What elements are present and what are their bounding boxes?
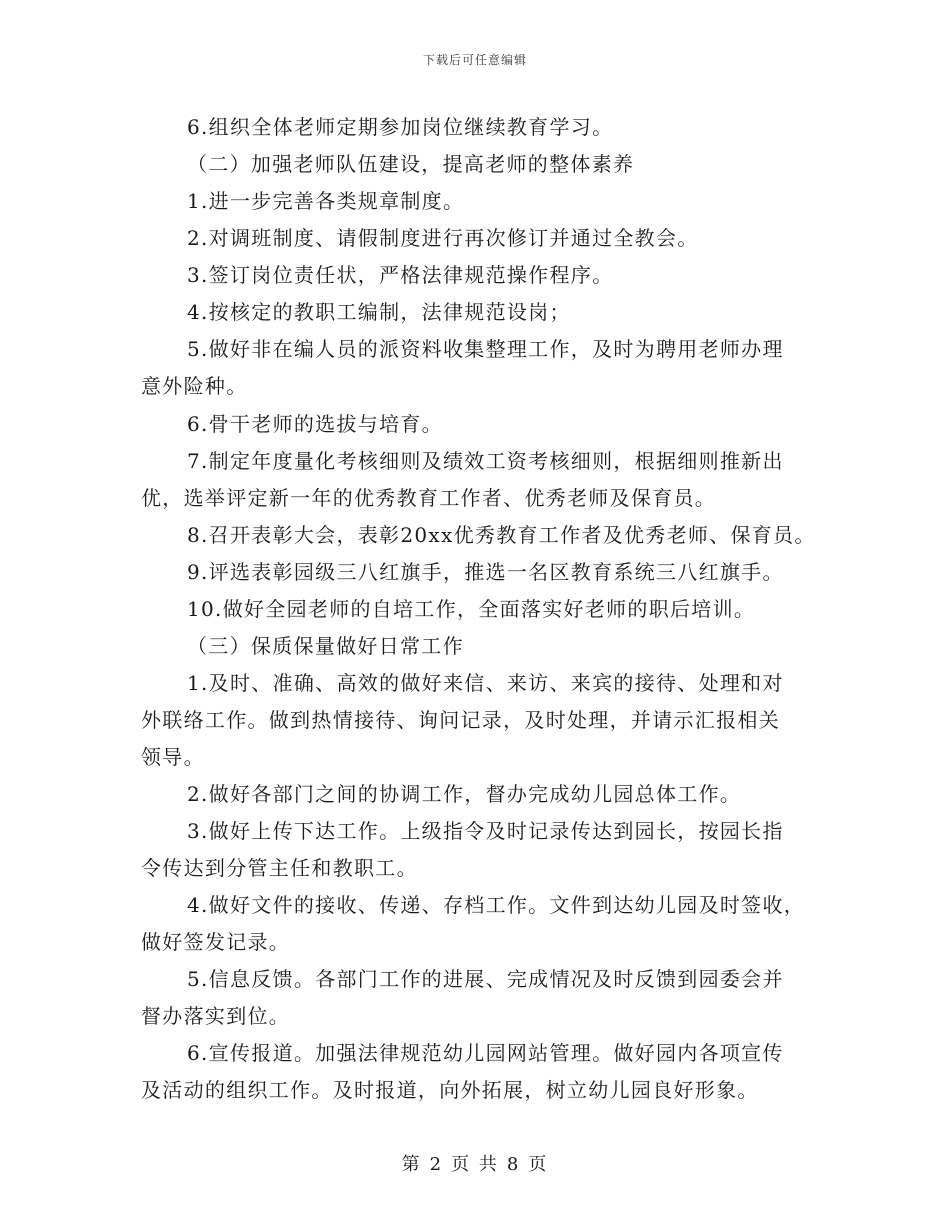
- page-header-note: 下载后可任意编辑: [422, 53, 527, 67]
- body-line: 外联络工作。做到热情接待、询问记录，及时处理，并请示汇报相关: [141, 708, 780, 732]
- body-line: 10.做好全园老师的自培工作，全面落实好老师的职后培训。: [187, 597, 756, 621]
- body-line: 5.做好非在编人员的派资料收集整理工作，及时为聘用老师办理: [187, 337, 784, 361]
- current-page-number: 2: [429, 1154, 444, 1175]
- body-line: 2.做好各部门之间的协调工作，督办完成幼儿园总体工作。: [187, 782, 742, 806]
- body-line: 6.组织全体老师定期参加岗位继续教育学习。: [187, 115, 614, 139]
- body-line: 3.签订岗位责任状，严格法律规范操作程序。: [187, 263, 614, 287]
- body-line: 7.制定年度量化考核细则及绩效工资考核细则，根据细则推新出: [187, 449, 784, 473]
- page-number-footer: [0, 1150, 950, 1176]
- body-line: 6.宣传报道。加强法律规范幼儿园网站管理。做好园内各项宣传: [187, 1041, 784, 1065]
- body-line: 2.对调班制度、请假制度进行再次修订并通过全教会。: [187, 226, 699, 250]
- body-line: 9.评选表彰园级三八红旗手，推选一名区教育系统三八红旗手。: [187, 560, 784, 584]
- section-heading: （三）保质保量做好日常工作: [187, 634, 464, 658]
- body-line: 4.做好文件的接收、传递、存档工作。文件到达幼儿园及时签收，: [187, 893, 806, 917]
- total-page-count: 8: [506, 1154, 521, 1175]
- body-line: 1.及时、准确、高效的做好来信、来访、来宾的接待、处理和对: [187, 671, 784, 695]
- body-line: 3.做好上传下达工作。上级指令及时记录传达到园长，按园长指: [187, 819, 784, 843]
- body-line: 督办落实到位。: [141, 1004, 291, 1028]
- footer-suffix: 页: [528, 1154, 549, 1175]
- body-line: 及活动的组织工作。及时报道，向外拓展，树立幼儿园良好形象。: [141, 1078, 759, 1102]
- body-line: 做好签发记录。: [141, 930, 291, 954]
- body-line: 意外险种。: [141, 374, 248, 398]
- body-line: 优，选举评定新一年的优秀教育工作者、优秀老师及保育员。: [141, 486, 717, 510]
- body-line: 领导。: [141, 745, 205, 769]
- body-line: 6.骨干老师的选拔与培育。: [187, 412, 443, 436]
- body-line: 5.信息反馈。各部门工作的进展、完成情况及时反馈到园委会并: [187, 967, 784, 991]
- body-line: 4.按核定的教职工编制，法律规范设岗；: [187, 300, 571, 324]
- body-line: 1.进一步完善各类规章制度。: [187, 189, 465, 213]
- body-line: 令传达到分管主任和教职工。: [141, 856, 418, 880]
- footer-middle: 页 共: [451, 1154, 499, 1175]
- section-heading: （二）加强老师队伍建设，提高老师的整体素养: [187, 152, 635, 176]
- body-line: 8.召开表彰大会，表彰20xx优秀教育工作者及优秀老师、保育员。: [187, 523, 816, 547]
- footer-prefix: 第: [401, 1154, 422, 1175]
